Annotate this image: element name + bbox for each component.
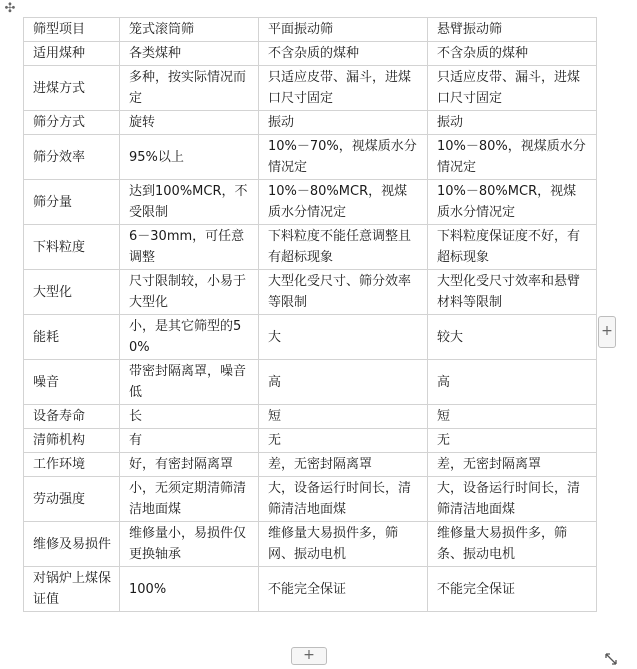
table-cell[interactable]: 大 [259,315,428,360]
table-row [24,405,597,429]
table-move-icon[interactable]: ✣ [4,1,16,16]
table-cell[interactable]: 尺寸限制较，小易于大型化 [120,270,259,315]
table-cell[interactable]: 不能完全保证 [428,567,597,612]
table-row [24,135,597,180]
table-row [24,567,597,612]
table-cell[interactable]: 无 [428,429,597,453]
table-cell[interactable]: 大型化受尺寸、筛分效率等限制 [259,270,428,315]
row-label-cell[interactable]: 能耗 [24,315,120,360]
header-row [24,18,597,42]
table-cell[interactable]: 只适应皮带、漏斗，进煤口尺寸固定 [428,66,597,111]
table-cell[interactable]: 高 [259,360,428,405]
table-cell[interactable]: 6－30mm，可任意调整 [120,225,259,270]
table-cell[interactable]: 差，无密封隔离罩 [428,453,597,477]
row-label-cell[interactable]: 大型化 [24,270,120,315]
table-row [24,225,597,270]
row-label-cell[interactable]: 进煤方式 [24,66,120,111]
header-cell[interactable]: 笼式滚筒筛 [120,18,259,42]
table-cell[interactable]: 带密封隔离罩，噪音低 [120,360,259,405]
row-label-cell[interactable]: 对锅炉上煤保证值 [24,567,120,612]
table-row [24,42,597,66]
table-cell[interactable]: 较大 [428,315,597,360]
add-column-button[interactable]: + [598,316,616,348]
table-cell[interactable]: 10%－80%，视煤质水分情况定 [428,135,597,180]
add-row-button[interactable]: + [291,647,327,665]
table-cell[interactable]: 下料粒度保证度不好，有超标现象 [428,225,597,270]
table-cell[interactable]: 达到100%MCR，不受限制 [120,180,259,225]
table-cell[interactable]: 不能完全保证 [259,567,428,612]
table-cell[interactable]: 大型化受尺寸效率和悬臂材料等限制 [428,270,597,315]
table-cell[interactable]: 差，无密封隔离罩 [259,453,428,477]
row-label-cell[interactable]: 筛分效率 [24,135,120,180]
table-row [24,270,597,315]
table-cell[interactable]: 各类煤种 [120,42,259,66]
table-cell[interactable]: 高 [428,360,597,405]
table-cell[interactable]: 不含杂质的煤种 [259,42,428,66]
table-row [24,522,597,567]
row-label-cell[interactable]: 筛分量 [24,180,120,225]
table-row [24,477,597,522]
row-label-cell[interactable]: 维修及易损件 [24,522,120,567]
table-cell[interactable]: 10%－80%MCR，视煤质水分情况定 [428,180,597,225]
table-row [24,453,597,477]
header-cell[interactable]: 筛型项目 [24,18,120,42]
row-label-cell[interactable]: 劳动强度 [24,477,120,522]
table-cell[interactable]: 小，无须定期清筛清洁地面煤 [120,477,259,522]
row-label-cell[interactable]: 适用煤种 [24,42,120,66]
table-cell[interactable]: 维修量大易损件多，筛网、振动电机 [259,522,428,567]
table-cell[interactable]: 下料粒度不能任意调整且有超标现象 [259,225,428,270]
table-cell[interactable]: 长 [120,405,259,429]
table-row [24,360,597,405]
table-row [24,66,597,111]
table-cell[interactable]: 短 [259,405,428,429]
table-cell[interactable]: 振动 [259,111,428,135]
table-cell[interactable]: 有 [120,429,259,453]
table-cell[interactable]: 小，是其它筛型的50% [120,315,259,360]
table-cell[interactable]: 不含杂质的煤种 [428,42,597,66]
row-label-cell[interactable]: 设备寿命 [24,405,120,429]
table-cell[interactable]: 振动 [428,111,597,135]
row-label-cell[interactable]: 工作环境 [24,453,120,477]
table-cell[interactable]: 大，设备运行时间长，清筛清洁地面煤 [428,477,597,522]
header-cell[interactable]: 悬臂振动筛 [428,18,597,42]
table-cell[interactable]: 旋转 [120,111,259,135]
row-label-cell[interactable]: 筛分方式 [24,111,120,135]
comparison-table [23,17,597,612]
row-label-cell[interactable]: 下料粒度 [24,225,120,270]
table-row [24,315,597,360]
table-row [24,429,597,453]
table-row [24,180,597,225]
table-cell[interactable]: 维修量小，易损件仅更换轴承 [120,522,259,567]
table-cell[interactable]: 10%－80%MCR，视煤质水分情况定 [259,180,428,225]
table-cell[interactable]: 只适应皮带、漏斗，进煤口尺寸固定 [259,66,428,111]
table-cell[interactable]: 维修量大易损件多，筛条、振动电机 [428,522,597,567]
table-cell[interactable]: 10%－70%，视煤质水分情况定 [259,135,428,180]
row-label-cell[interactable]: 清筛机构 [24,429,120,453]
table-cell[interactable]: 100% [120,567,259,612]
table-row [24,111,597,135]
table-resize-icon[interactable] [603,651,619,667]
table-cell[interactable]: 95%以上 [120,135,259,180]
table-cell[interactable]: 大，设备运行时间长，清筛清洁地面煤 [259,477,428,522]
table-cell[interactable]: 好，有密封隔离罩 [120,453,259,477]
row-label-cell[interactable]: 噪音 [24,360,120,405]
table-body [24,18,597,612]
table-cell[interactable]: 短 [428,405,597,429]
table-cell[interactable]: 无 [259,429,428,453]
header-cell[interactable]: 平面振动筛 [259,18,428,42]
table-cell[interactable]: 多种，按实际情况而定 [120,66,259,111]
